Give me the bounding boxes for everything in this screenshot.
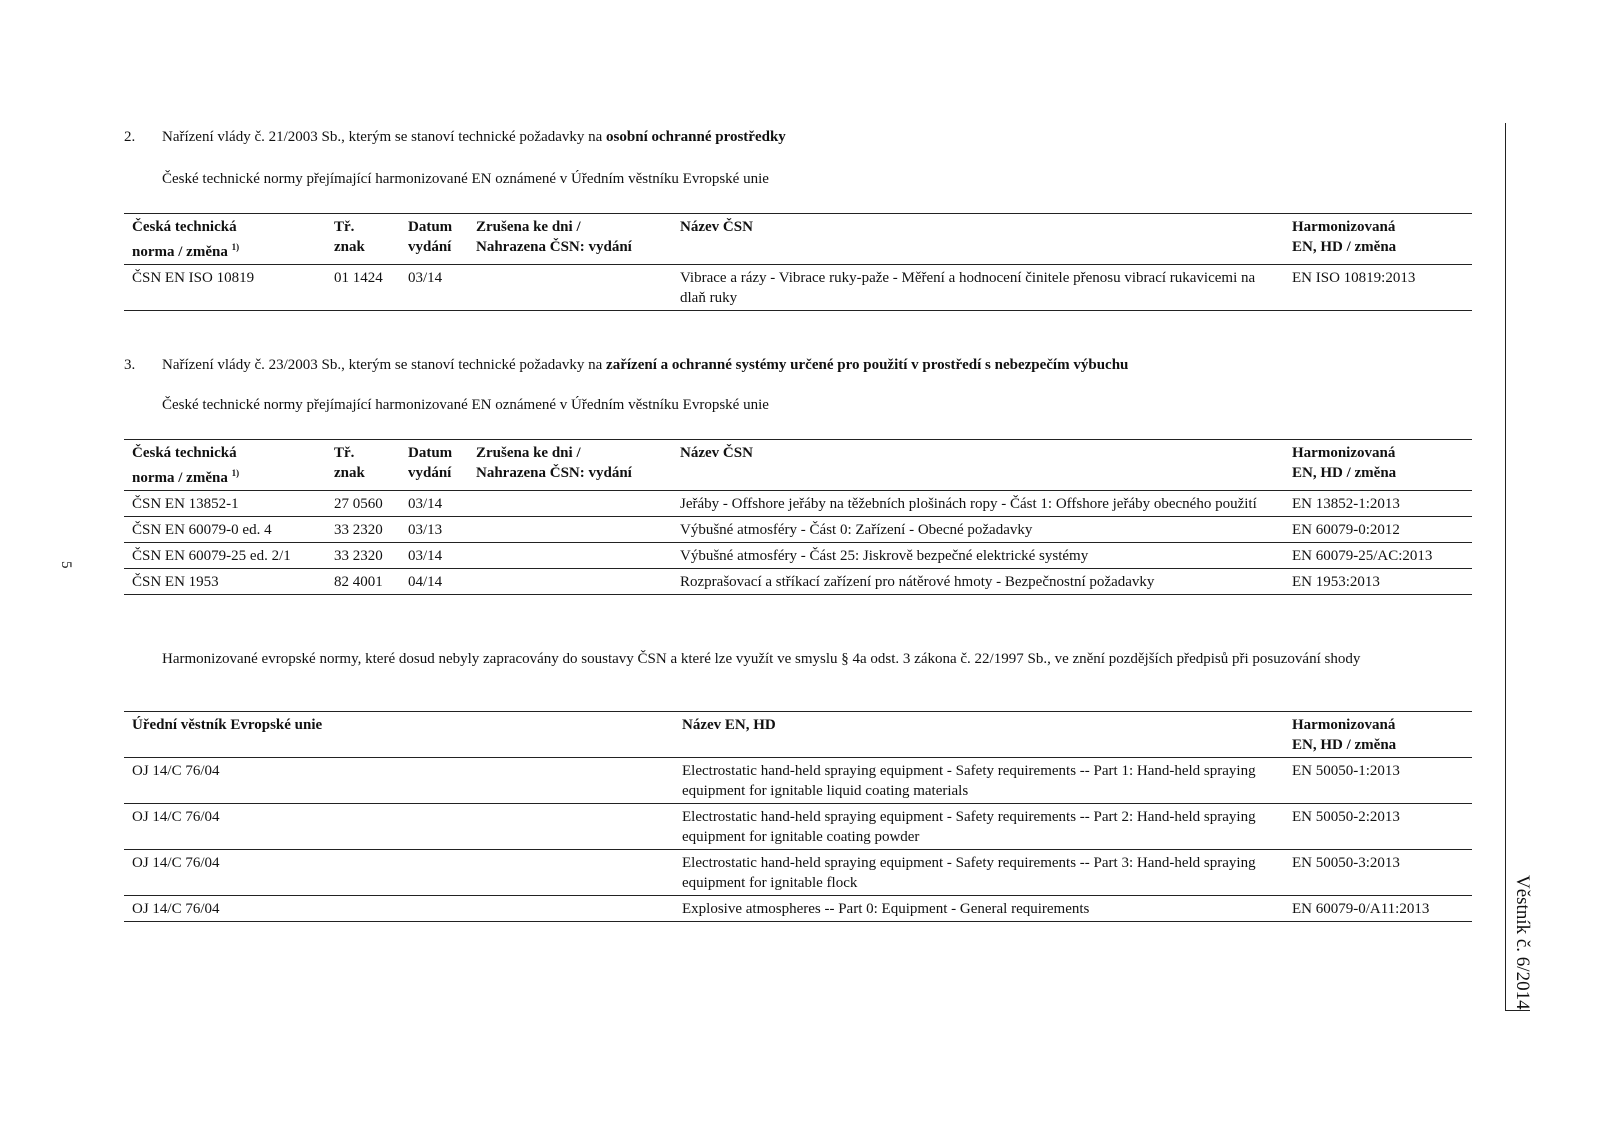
section-number: 2. [124, 129, 136, 145]
cell-norma: ČSN EN 60079-0 ed. 4 [124, 517, 326, 543]
header-official-journal: Úřední věstník Evropské unie [124, 712, 674, 758]
cell-oj: OJ 14/C 76/04 [124, 758, 674, 804]
cell-zrusena [468, 569, 672, 595]
cell-nazev: Electrostatic hand-held spraying equipment - Safety requirements -- Part 1: Hand-held spraying equipment for ignitable liquid coating materials [674, 758, 1284, 804]
cell-zrusena [468, 543, 672, 569]
header-datum: Datum vydání [400, 214, 468, 265]
cell-harmonizovana: EN 13852-1:2013 [1284, 491, 1472, 517]
table-row [124, 758, 1472, 804]
table-row [124, 896, 1472, 922]
cell-harmonizovana: EN 50050-1:2013 [1284, 758, 1472, 804]
cell-harmonizovana: EN 60079-25/AC:2013 [1284, 543, 1472, 569]
header-harmonizovana: Harmonizovaná EN, HD / změna [1284, 440, 1472, 491]
header-zrusena: Zrušena ke dni / Nahrazena ČSN: vydání [468, 440, 672, 491]
cell-nazev: Electrostatic hand-held spraying equipment - Safety requirements -- Part 2: Hand-held spraying equipment for ignitable coating powder [674, 804, 1284, 850]
cell-norma: ČSN EN 1953 [124, 569, 326, 595]
cell-oj: OJ 14/C 76/04 [124, 896, 674, 922]
table-row [124, 543, 1472, 569]
journal-issue-label: Věstník č. 6/2014 [1512, 875, 1533, 1010]
cell-datum: 03/13 [400, 517, 468, 543]
table-row [124, 265, 1472, 311]
table-row [124, 804, 1472, 850]
cell-norma: ČSN EN ISO 10819 [124, 265, 326, 311]
cell-harmonizovana: EN 60079-0:2012 [1284, 517, 1472, 543]
cell-zrusena [468, 491, 672, 517]
header-zrusena: Zrušena ke dni / Nahrazena ČSN: vydání [468, 214, 672, 265]
cell-harmonizovana: EN 50050-2:2013 [1284, 804, 1472, 850]
table-row [124, 850, 1472, 896]
section-title-bold: osobní ochranné prostředky [606, 129, 786, 145]
cell-norma: ČSN EN 13852-1 [124, 491, 326, 517]
header-norma: Česká technická norma / změna $^{1)}$ [124, 214, 326, 265]
table-row [124, 491, 1472, 517]
section-3-subtitle: České technické normy přejímající harmonizované EN oznámené v Úředním věstníku Evropské unie [162, 397, 769, 413]
table-header-row [124, 214, 1472, 265]
header-harmonizovana: Harmonizovaná EN, HD / změna [1284, 712, 1472, 758]
header-datum: Datum vydání [400, 440, 468, 491]
cell-znak: 33 2320 [326, 543, 400, 569]
header-znak: Tř. znak [326, 214, 400, 265]
cell-znak: 27 0560 [326, 491, 400, 517]
official-journal-table [124, 711, 1472, 922]
section-title-bold: zařízení a ochranné systémy určené pro použití v prostředí s nebezpečím výbuchu [606, 357, 1129, 373]
cell-nazev: Rozprašovací a stříkací zařízení pro nátěrové hmoty - Bezpečnostní požadavky [672, 569, 1284, 595]
cell-znak: 01 1424 [326, 265, 400, 311]
table-row [124, 569, 1472, 595]
table-header-row [124, 712, 1472, 758]
cell-harmonizovana: EN 60079-0/A11:2013 [1284, 896, 1472, 922]
cell-datum: 03/14 [400, 543, 468, 569]
cell-harmonizovana: EN 1953:2013 [1284, 569, 1472, 595]
cell-zrusena [468, 265, 672, 311]
header-nazev: Název ČSN [672, 214, 1284, 265]
cell-nazev: Výbušné atmosféry - Část 25: Jiskrově bezpečné elektrické systémy [672, 543, 1284, 569]
cell-nazev: Jeřáby - Offshore jeřáby na těžebních plošinách ropy - Část 1: Offshore jeřáby obecného použití [672, 491, 1284, 517]
section-2-subtitle: České technické normy přejímající harmonizované EN oznámené v Úředním věstníku Evropské unie [162, 171, 769, 187]
header-nazev: Název ČSN [672, 440, 1284, 491]
cell-nazev: Výbušné atmosféry - Část 0: Zařízení - Obecné požadavky [672, 517, 1284, 543]
cell-oj: OJ 14/C 76/04 [124, 850, 674, 896]
section-title: Nařízení vlády č. 21/2003 Sb., kterým se stanoví technické požadavky na osobní ochranné prostředky [162, 129, 786, 145]
cell-znak: 82 4001 [326, 569, 400, 595]
table-header-row [124, 440, 1472, 491]
header-norma: Česká technická norma / změna $^{1)}$ [124, 440, 326, 491]
header-harmonizovana: Harmonizovaná EN, HD / změna [1284, 214, 1472, 265]
cell-oj: OJ 14/C 76/04 [124, 804, 674, 850]
cell-datum: 03/14 [400, 265, 468, 311]
cell-zrusena [468, 517, 672, 543]
section-number: 3. [124, 357, 136, 373]
section-title: Nařízení vlády č. 23/2003 Sb., kterým se stanoví technické požadavky na zařízení a ochranné systémy určené pro použití v prostředí s nebezpečím výbuchu [162, 357, 1129, 373]
page-number: 5 [58, 561, 74, 569]
cell-harmonizovana: EN 50050-3:2013 [1284, 850, 1472, 896]
cell-znak: 33 2320 [326, 517, 400, 543]
cell-nazev: Explosive atmospheres -- Part 0: Equipment - General requirements [674, 896, 1284, 922]
table-row [124, 517, 1472, 543]
header-znak: Tř. znak [326, 440, 400, 491]
cell-datum: 04/14 [400, 569, 468, 595]
cell-nazev: Vibrace a rázy - Vibrace ruky-paže - Měření a hodnocení činitele přenosu vibrací rukavicemi na dlaň ruky [672, 265, 1284, 311]
harmonized-norms-note: Harmonizované evropské normy, které dosud nebyly zapracovány do soustavy ČSN a které lze využít ve smyslu § 4a odst. 3 zákona č. 22/1997 Sb., ve znění pozdějších předpisů při posuzování shody [162, 651, 1361, 667]
header-nazev-en: Název EN, HD [674, 712, 1284, 758]
section-2-table [124, 213, 1472, 311]
section-3-table [124, 439, 1472, 595]
cell-norma: ČSN EN 60079-25 ed. 2/1 [124, 543, 326, 569]
cell-harmonizovana: EN ISO 10819:2013 [1284, 265, 1472, 311]
cell-datum: 03/14 [400, 491, 468, 517]
cell-nazev: Electrostatic hand-held spraying equipment - Safety requirements -- Part 3: Hand-held spraying equipment for ignitable flock [674, 850, 1284, 896]
right-margin-rule-foot [1505, 1010, 1530, 1011]
right-margin-rule [1505, 123, 1506, 1011]
